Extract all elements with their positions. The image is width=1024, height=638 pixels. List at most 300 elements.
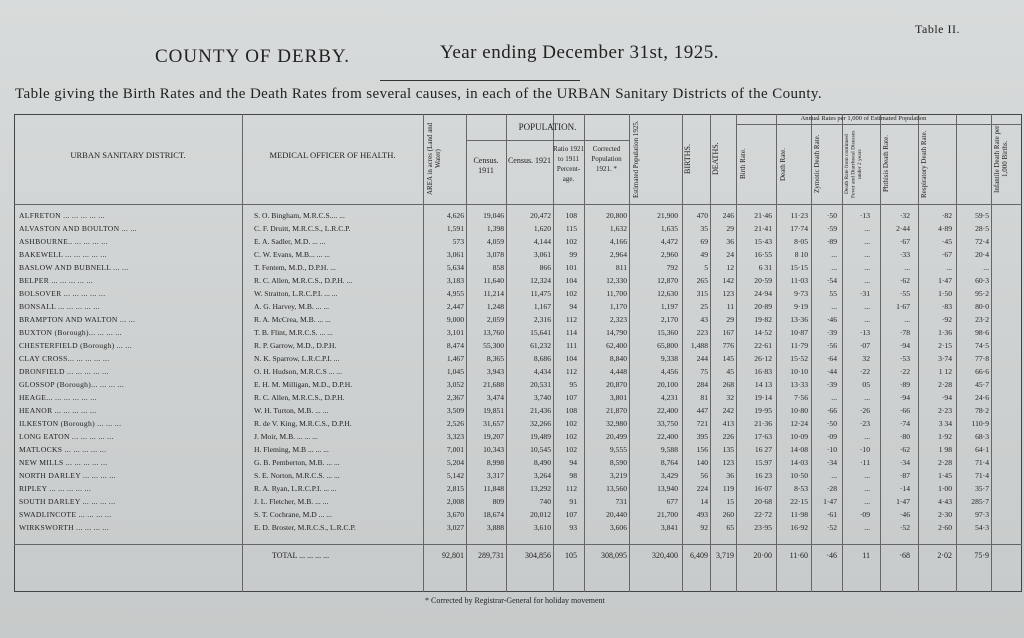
- ratio-cell: 99: [569, 250, 577, 259]
- ratio-cell: 102: [565, 432, 577, 441]
- births-cell: 75: [700, 367, 708, 376]
- phthisis-cell: ...: [904, 315, 910, 324]
- district-name: HEANOR ... ... ... ... ...: [19, 406, 97, 415]
- fever-cell: ·13: [859, 211, 870, 220]
- deaths-cell: 776: [722, 341, 734, 350]
- death-rate-cell: 14·08: [790, 445, 808, 454]
- phthisis-cell: ·66: [899, 406, 910, 415]
- zymotic-cell: ...: [831, 471, 837, 480]
- births-cell: 43: [700, 315, 708, 324]
- infantile-cell: 23·2: [975, 315, 989, 324]
- corrected-cell: 20,800: [606, 211, 627, 220]
- table-row: [14, 509, 1022, 520]
- census-1921-cell: 8,490: [533, 458, 551, 467]
- header-infantile: Infantile Death Rate per 1,000 Births.: [993, 125, 1009, 193]
- medical-officer: E. A. Sadler, M.D. ... ...: [254, 237, 326, 246]
- estimated-cell: 33,750: [657, 419, 678, 428]
- census-1911-cell: 11,640: [483, 276, 504, 285]
- area-cell: 2,815: [446, 484, 464, 493]
- phthisis-cell: ·87: [899, 471, 910, 480]
- census-1911-cell: 4,059: [486, 237, 504, 246]
- title-underline: [380, 80, 580, 81]
- header-estimated: Estimated Population 1925.: [632, 120, 640, 198]
- respiratory-cell: 3·74: [938, 354, 952, 363]
- birth-rate-cell: 14 13: [754, 380, 772, 389]
- medical-officer: R. A. McCrea, M.B. ... ...: [254, 315, 331, 324]
- ratio-cell: 108: [565, 211, 577, 220]
- ratio-cell: 107: [565, 393, 577, 402]
- corrected-cell: 32,980: [606, 419, 627, 428]
- total-birth-rate: 20·00: [753, 551, 772, 560]
- district-name: MATLOCKS ... ... ... ... ...: [19, 445, 107, 454]
- area-cell: 2,367: [446, 393, 464, 402]
- census-1911-cell: 809: [492, 497, 504, 506]
- fever-cell: ...: [864, 263, 870, 272]
- phthisis-cell: ·55: [899, 289, 910, 298]
- table-row: [14, 483, 1022, 494]
- ratio-cell: 93: [569, 523, 577, 532]
- death-rate-cell: 16·92: [790, 523, 808, 532]
- corrected-cell: 811: [615, 263, 627, 272]
- birth-rate-cell: 23·95: [754, 523, 772, 532]
- total-births: 6,409: [690, 551, 708, 560]
- deaths-cell: 11: [726, 302, 734, 311]
- respiratory-cell: 1·45: [938, 471, 952, 480]
- zymotic-cell: ...: [831, 393, 837, 402]
- phthisis-cell: ·33: [899, 250, 910, 259]
- census-1911-cell: 11,848: [483, 484, 504, 493]
- corrected-cell: 14,790: [606, 328, 627, 337]
- zymotic-cell: 55: [829, 289, 837, 298]
- death-rate-cell: 9·73: [794, 289, 808, 298]
- table-row: [14, 223, 1022, 234]
- census-1911-cell: 19,207: [483, 432, 504, 441]
- census-1921-cell: 15,641: [530, 328, 551, 337]
- ratio-cell: 107: [565, 510, 577, 519]
- death-rate-cell: 13·36: [790, 315, 808, 324]
- estimated-cell: 22,400: [657, 432, 678, 441]
- district-name: NEW MILLS ... ... ... ... ...: [19, 458, 108, 467]
- estimated-cell: 13,940: [657, 484, 678, 493]
- respiratory-cell: 1·92: [938, 432, 952, 441]
- deaths-cell: 167: [722, 328, 734, 337]
- births-cell: 49: [700, 250, 708, 259]
- population-rule: [466, 140, 629, 141]
- header-annual-rates: Annual Rates per 1,000 of Estimated Population: [800, 115, 927, 122]
- birth-rate-cell: 15·43: [754, 237, 772, 246]
- table-row: [14, 496, 1022, 507]
- medical-officer: T. B. Flint, M.R.C.S. ... ...: [254, 328, 333, 337]
- census-1921-cell: 3,061: [533, 250, 551, 259]
- infantile-cell: 72·4: [975, 237, 989, 246]
- corrected-cell: 731: [615, 497, 627, 506]
- corrected-cell: 20,870: [606, 380, 627, 389]
- zymotic-cell: ·09: [826, 432, 837, 441]
- infantile-cell: 98·6: [975, 328, 989, 337]
- footnote: * Corrected by Registrar-General for holiday movement: [425, 596, 605, 605]
- table-row: [14, 405, 1022, 416]
- births-cell: 223: [696, 328, 708, 337]
- estimated-cell: 4,472: [660, 237, 678, 246]
- deaths-cell: 32: [726, 393, 734, 402]
- fever-cell: ...: [864, 471, 870, 480]
- births-cell: 265: [696, 276, 708, 285]
- respiratory-cell: ·92: [941, 315, 952, 324]
- header-zymotic: Zymotic Death Rate.: [813, 134, 821, 194]
- medical-officer: T. Fentem, M.D., D.P.H. ...: [254, 263, 336, 272]
- census-1921-cell: 4,434: [533, 367, 551, 376]
- census-1911-cell: 21,688: [483, 380, 504, 389]
- death-rate-cell: 8·05: [794, 237, 808, 246]
- fever-cell: ...: [864, 484, 870, 493]
- death-rate-cell: 15·52: [790, 354, 808, 363]
- phthisis-cell: ·34: [899, 458, 910, 467]
- phthisis-cell: ·94: [899, 341, 910, 350]
- census-1921-cell: 13,292: [530, 484, 551, 493]
- census-1911-cell: 19,046: [483, 211, 504, 220]
- census-1911-cell: 10,343: [483, 445, 504, 454]
- death-rate-cell: 22·15: [790, 497, 808, 506]
- death-rate-cell: 11·98: [790, 510, 808, 519]
- year-title: Year ending December 31st, 1925.: [440, 42, 719, 63]
- death-rate-cell: 12·24: [790, 419, 808, 428]
- medical-officer: S. T. Cochrane, M.D ... ...: [254, 510, 332, 519]
- header-census-1921: Census. 1921: [507, 156, 552, 165]
- birth-rate-cell: 20·59: [754, 276, 772, 285]
- phthisis-cell: ·53: [899, 354, 910, 363]
- deaths-cell: 413: [722, 419, 734, 428]
- census-1921-cell: 3,610: [533, 523, 551, 532]
- census-1921-cell: 10,545: [530, 445, 551, 454]
- zymotic-cell: ...: [831, 263, 837, 272]
- fever-cell: ·10: [859, 445, 870, 454]
- zymotic-cell: ·64: [826, 354, 837, 363]
- medical-officer: W. Stratton, L.R.C.P.I. ... ...: [254, 289, 338, 298]
- header-deaths: DEATHS.: [711, 142, 720, 176]
- infantile-cell: 60·3: [975, 276, 989, 285]
- infantile-cell: 71·4: [975, 458, 989, 467]
- death-rate-cell: 10·50: [790, 471, 808, 480]
- fever-cell: ·09: [859, 510, 870, 519]
- birth-rate-cell: 22·61: [754, 341, 772, 350]
- ratio-cell: 94: [569, 302, 577, 311]
- census-1911-cell: 3,317: [486, 471, 504, 480]
- birth-rate-cell: 20·89: [754, 302, 772, 311]
- estimated-cell: 4,456: [660, 367, 678, 376]
- fever-cell: ·26: [859, 406, 870, 415]
- census-1921-cell: 20,472: [530, 211, 551, 220]
- area-cell: 9,000: [446, 315, 464, 324]
- area-cell: 1,591: [446, 224, 464, 233]
- table-subtitle: Table giving the Birth Rates and the Death Rates from several causes, in each of the URBAN Sanitary Districts of the County.: [15, 86, 822, 102]
- census-1911-cell: 8,998: [486, 458, 504, 467]
- respiratory-cell: 1 12: [938, 367, 952, 376]
- table-row: [14, 522, 1022, 533]
- table-row: [14, 353, 1022, 364]
- infantile-cell: 54·3: [975, 523, 989, 532]
- infantile-cell: 59·5: [975, 211, 989, 220]
- district-name: WIRKSWORTH ... ... ... ...: [19, 523, 110, 532]
- birth-rate-cell: 24·94: [754, 289, 772, 298]
- zymotic-cell: ·59: [826, 224, 837, 233]
- phthisis-cell: 2·44: [896, 224, 910, 233]
- deaths-cell: 119: [722, 484, 734, 493]
- corrected-cell: 62,400: [606, 341, 627, 350]
- corrected-cell: 8,590: [609, 458, 627, 467]
- district-name: BELPER ... ... ... ... ...: [19, 276, 94, 285]
- district-name: RIPLEY ... ... ... ... ...: [19, 484, 92, 493]
- phthisis-cell: ·80: [899, 432, 910, 441]
- estimated-cell: 15,360: [657, 328, 678, 337]
- zymotic-cell: ·39: [826, 380, 837, 389]
- deaths-cell: 24: [726, 250, 734, 259]
- medical-officer: S. E. Norton, M.R.C.S. ... ...: [254, 471, 340, 480]
- area-cell: 4,955: [446, 289, 464, 298]
- fever-cell: ...: [864, 224, 870, 233]
- census-1911-cell: 19,851: [483, 406, 504, 415]
- deaths-cell: 12: [726, 263, 734, 272]
- phthisis-cell: ...: [904, 263, 910, 272]
- birth-rate-cell: 26·12: [754, 354, 772, 363]
- corrected-cell: 1,632: [609, 224, 627, 233]
- zymotic-cell: ·50: [826, 211, 837, 220]
- ratio-cell: 104: [565, 354, 577, 363]
- birth-rate-cell: 19·14: [754, 393, 772, 402]
- respiratory-cell: ...: [946, 263, 952, 272]
- zymotic-cell: ·10: [826, 445, 837, 454]
- fever-cell: ...: [864, 237, 870, 246]
- area-cell: 3,509: [446, 406, 464, 415]
- total-respiratory: 2·02: [937, 551, 952, 560]
- infantile-cell: 74·5: [975, 341, 989, 350]
- medical-officer: H. Fleming, M.B ... ... ...: [254, 445, 329, 454]
- death-rate-cell: 11·79: [790, 341, 808, 350]
- census-1921-cell: 866: [539, 263, 551, 272]
- births-cell: 315: [696, 289, 708, 298]
- ratio-cell: 112: [565, 367, 577, 376]
- table-row: [14, 275, 1022, 286]
- corrected-cell: 9,555: [609, 445, 627, 454]
- total-deaths: 3,719: [716, 551, 734, 560]
- corrected-cell: 3,801: [609, 393, 627, 402]
- corrected-cell: 2,964: [609, 250, 627, 259]
- district-name: DRONFIELD ... ... ... ... ...: [19, 367, 109, 376]
- fever-cell: ...: [864, 250, 870, 259]
- estimated-cell: 1,197: [660, 302, 678, 311]
- fever-cell: ·13: [859, 328, 870, 337]
- birth-rate-cell: 21·46: [754, 211, 772, 220]
- census-1921-cell: 20,531: [530, 380, 551, 389]
- respiratory-cell: 1·00: [938, 484, 952, 493]
- table-row: [14, 210, 1022, 221]
- total-rule: [14, 544, 1022, 545]
- area-cell: 1,467: [446, 354, 464, 363]
- census-1921-cell: 1,167: [533, 302, 551, 311]
- area-cell: 3,052: [446, 380, 464, 389]
- area-cell: 3,670: [446, 510, 464, 519]
- county-title: COUNTY OF DERBY.: [155, 46, 350, 67]
- district-name: BAKEWELL ... ... ... ... ...: [19, 250, 107, 259]
- births-cell: 244: [696, 354, 708, 363]
- birth-rate-cell: 16 23: [754, 471, 772, 480]
- medical-officer: R. P. Garrow, M.D., D.P.H.: [254, 341, 337, 350]
- deaths-cell: 142: [722, 276, 734, 285]
- area-cell: 5,142: [446, 471, 464, 480]
- table-row: [14, 431, 1022, 442]
- births-cell: 5: [704, 263, 708, 272]
- total-ratio: 105: [565, 551, 577, 560]
- census-1911-cell: 18,674: [483, 510, 504, 519]
- ratio-cell: 104: [565, 276, 577, 285]
- corrected-cell: 4,448: [609, 367, 627, 376]
- ratio-cell: 115: [565, 224, 577, 233]
- district-name: BRAMPTON AND WALTON ... ...: [19, 315, 136, 324]
- zymotic-cell: ·34: [826, 458, 837, 467]
- corrected-cell: 13,560: [606, 484, 627, 493]
- medical-officer: J. L. Fletcher, M.B. ... ...: [254, 497, 329, 506]
- ratio-cell: 102: [565, 445, 577, 454]
- estimated-cell: 3,429: [660, 471, 678, 480]
- zymotic-cell: ...: [831, 250, 837, 259]
- phthisis-cell: 1·67: [896, 302, 910, 311]
- deaths-cell: 29: [726, 315, 734, 324]
- birth-rate-cell: 22·72: [754, 510, 772, 519]
- death-rate-cell: 15·15: [790, 263, 808, 272]
- births-cell: 92: [700, 523, 708, 532]
- births-cell: 56: [700, 471, 708, 480]
- estimated-cell: 9,338: [660, 354, 678, 363]
- death-rate-cell: 17·74: [790, 224, 808, 233]
- header-births: BIRTHS.: [683, 144, 692, 174]
- ratio-cell: 111: [566, 341, 577, 350]
- births-cell: 470: [696, 211, 708, 220]
- infantile-cell: ...: [983, 263, 989, 272]
- phthisis-cell: ·62: [899, 445, 910, 454]
- corrected-cell: 3,606: [609, 523, 627, 532]
- births-cell: 140: [696, 458, 708, 467]
- annual-rates-rule: [736, 124, 1022, 125]
- estimated-cell: 2,960: [660, 250, 678, 259]
- phthisis-cell: ·22: [899, 367, 910, 376]
- infantile-cell: 97·3: [975, 510, 989, 519]
- zymotic-cell: ·54: [826, 276, 837, 285]
- infantile-cell: 20·4: [975, 250, 989, 259]
- header-corrected: Corrected Population 1921. *: [591, 145, 622, 173]
- respiratory-cell: 2·28: [938, 458, 952, 467]
- ratio-cell: 102: [565, 237, 577, 246]
- corrected-cell: 3,219: [609, 471, 627, 480]
- total-area: 92,801: [442, 551, 464, 560]
- corrected-cell: 20,440: [606, 510, 627, 519]
- census-1921-cell: 12,324: [530, 276, 551, 285]
- fever-cell: 05: [862, 380, 870, 389]
- estimated-cell: 792: [666, 263, 678, 272]
- infantile-cell: 80·0: [975, 302, 989, 311]
- table-row: [14, 314, 1022, 325]
- area-cell: 7,001: [446, 445, 464, 454]
- rates-table: [14, 114, 1022, 592]
- phthisis-cell: ·74: [899, 419, 910, 428]
- district-name: GLOSSOP (Borough)... ... ... ...: [19, 380, 125, 389]
- header-district: URBAN SANITARY DISTRICT.: [70, 150, 186, 160]
- zymotic-cell: ·52: [826, 523, 837, 532]
- births-cell: 395: [696, 432, 708, 441]
- header-birth-rate: Birth Rate.: [739, 148, 747, 180]
- district-name: ALVASTON AND BOULTON ... ...: [19, 224, 137, 233]
- phthisis-cell: ·46: [899, 510, 910, 519]
- respiratory-cell: 1 98: [938, 445, 952, 454]
- ratio-cell: 102: [565, 289, 577, 298]
- infantile-cell: 24·6: [975, 393, 989, 402]
- infantile-cell: 66·6: [975, 367, 989, 376]
- estimated-cell: 677: [666, 497, 678, 506]
- fever-cell: ...: [864, 302, 870, 311]
- total-zymotic: ·46: [826, 551, 837, 560]
- area-cell: 3,027: [446, 523, 464, 532]
- death-rate-cell: 10·09: [790, 432, 808, 441]
- table-row: [14, 327, 1022, 338]
- medical-officer: N. K. Sparrow, L.R.C.P.I. ...: [254, 354, 340, 363]
- deaths-cell: 123: [722, 289, 734, 298]
- death-rate-cell: 10·10: [790, 367, 808, 376]
- estimated-cell: 12,630: [657, 289, 678, 298]
- medical-officer: E. H. M. Milligan, M.D., D.P.H.: [254, 380, 353, 389]
- estimated-cell: 9,588: [660, 445, 678, 454]
- corrected-cell: 21,870: [606, 406, 627, 415]
- district-name: ALFRETON ... ... ... ... ...: [19, 211, 105, 220]
- birth-rate-cell: 14·52: [754, 328, 772, 337]
- ratio-cell: 101: [565, 263, 577, 272]
- zymotic-cell: ·46: [826, 315, 837, 324]
- respiratory-cell: ·45: [941, 237, 952, 246]
- table-row: [14, 262, 1022, 273]
- phthisis-cell: ·67: [899, 237, 910, 246]
- births-cell: 156: [696, 445, 708, 454]
- respiratory-cell: 4·43: [938, 497, 952, 506]
- area-cell: 1,045: [446, 367, 464, 376]
- deaths-cell: 145: [722, 354, 734, 363]
- estimated-cell: 21,700: [657, 510, 678, 519]
- phthisis-cell: ·62: [899, 276, 910, 285]
- area-cell: 2,008: [446, 497, 464, 506]
- ratio-cell: 91: [569, 497, 577, 506]
- total-label: TOTAL ... ... ... ...: [272, 551, 330, 560]
- district-name: BUXTON (Borough)... ... ... ...: [19, 328, 122, 337]
- estimated-cell: 3,841: [660, 523, 678, 532]
- census-1911-cell: 3,943: [486, 367, 504, 376]
- phthisis-cell: ·94: [899, 393, 910, 402]
- death-rate-cell: 8 10: [794, 250, 808, 259]
- table-number: Table II.: [915, 22, 960, 36]
- birth-rate-cell: 20·68: [754, 497, 772, 506]
- census-1911-cell: 858: [492, 263, 504, 272]
- ratio-cell: 102: [565, 419, 577, 428]
- medical-officer: S. O. Bingham, M.R.C.S.... ...: [254, 211, 345, 220]
- zymotic-cell: ·56: [826, 341, 837, 350]
- fever-cell: ·23: [859, 419, 870, 428]
- table-row: [14, 418, 1022, 429]
- birth-rate-cell: 19·82: [754, 315, 772, 324]
- birth-rate-cell: 21·36: [754, 419, 772, 428]
- births-cell: 81: [700, 393, 708, 402]
- infantile-cell: 77·8: [975, 354, 989, 363]
- estimated-cell: 20,100: [657, 380, 678, 389]
- birth-rate-cell: 16·07: [754, 484, 772, 493]
- table-row: [14, 301, 1022, 312]
- fever-cell: ·31: [859, 289, 870, 298]
- census-1911-cell: 31,657: [483, 419, 504, 428]
- death-rate-cell: 10·80: [790, 406, 808, 415]
